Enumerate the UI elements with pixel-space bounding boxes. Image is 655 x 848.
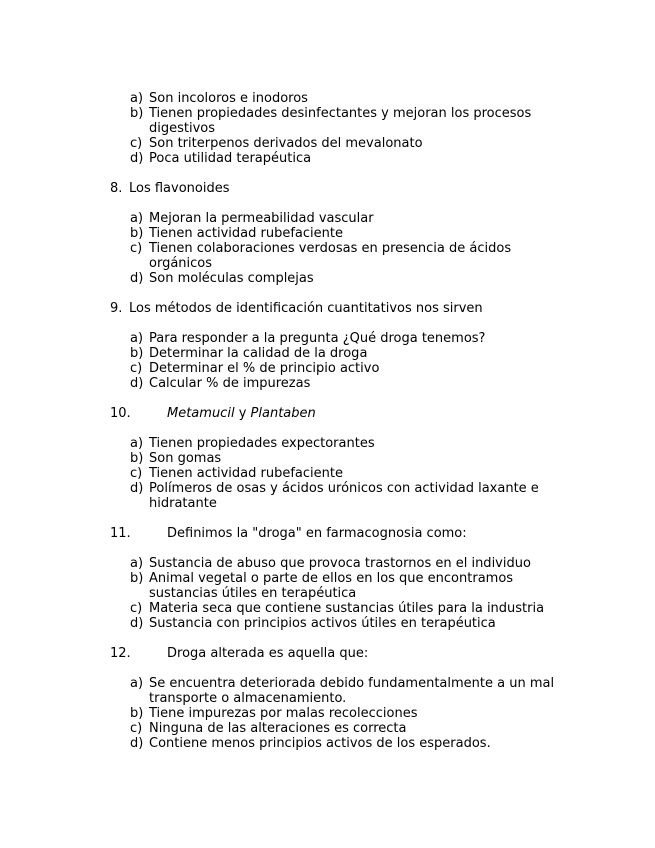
option-10d: d) Polímeros de osas y ácidos urónicos con actividad laxante e	[130, 481, 539, 496]
question-9-options	[0, 331, 655, 391]
option-10d-continuation: hidratante	[149, 496, 217, 511]
option-9c: c) Determinar el % de principio activo	[130, 361, 380, 376]
option-9b: b) Determinar la calidad de la droga	[130, 346, 368, 361]
option-11b-continuation: sustancias útiles en terapéutica	[149, 586, 357, 601]
option-7a: a) Son incoloros e inodoros	[130, 91, 308, 106]
option-9d: d) Calcular % de impurezas	[130, 376, 311, 391]
option-8d: d) Son moléculas complejas	[130, 271, 314, 286]
question-11-options	[0, 556, 655, 631]
question-8-options	[0, 211, 655, 286]
option-12c: c) Ninguna de las alteraciones es correcta	[130, 721, 407, 736]
product-name-plantaben: Plantaben	[250, 406, 316, 421]
option-8b: b) Tienen actividad rubefaciente	[130, 226, 343, 241]
question-10	[0, 406, 655, 421]
option-8c: c) Tienen colaboraciones verdosas en presencia de ácidos	[130, 241, 512, 256]
option-7c: c) Son triterpenos derivados del mevalonato	[130, 136, 423, 151]
product-name-metamucil: Metamucil	[167, 406, 235, 421]
question-10-options	[0, 436, 655, 511]
option-7d: d) Poca utilidad terapéutica	[130, 151, 312, 166]
question-12-options	[0, 676, 655, 751]
question-9	[0, 301, 655, 316]
option-10b: b) Son gomas	[130, 451, 222, 466]
option-11a: a) Sustancia de abuso que provoca trastornos en el individuo	[130, 556, 531, 571]
option-11b: b) Animal vegetal o parte de ellos en los que encontramos	[130, 571, 514, 586]
option-12a-continuation: transporte o almacenamiento.	[149, 691, 347, 706]
question-11-stem: 11. Definimos la "droga" en farmacognosia como:	[110, 526, 467, 541]
option-12a: a) Se encuentra deteriorada debido fundamentalmente a un mal	[130, 676, 555, 691]
option-8a: a) Mejoran la permeabilidad vascular	[130, 211, 374, 226]
option-8c-continuation: orgánicos	[149, 256, 213, 271]
question-9-stem: 9. Los métodos de identificación cuantitativos nos sirven	[110, 301, 483, 316]
option-12b: b) Tiene impurezas por malas recolecciones	[130, 706, 418, 721]
option-10a: a) Tienen propiedades expectorantes	[130, 436, 375, 451]
option-7b: b) Tienen propiedades desinfectantes y mejoran los procesos	[130, 106, 532, 121]
option-12d: d) Contiene menos principios activos de los esperados.	[130, 736, 491, 751]
option-11c: c) Materia seca que contiene sustancias útiles para la industria	[130, 601, 545, 616]
question-8	[0, 181, 655, 196]
option-10c: c) Tienen actividad rubefaciente	[130, 466, 343, 481]
question-12-stem: 12. Droga alterada es aquella que:	[110, 646, 369, 661]
question-10-stem: 10. Metamucil y Plantaben	[110, 406, 316, 421]
option-11d: d) Sustancia con principios activos útiles en terapéutica	[130, 616, 496, 631]
question-8-stem: 8. Los flavonoides	[110, 181, 230, 196]
question-12	[0, 646, 655, 661]
question-7-options	[0, 91, 655, 166]
question-11	[0, 526, 655, 541]
option-7b-continuation: digestivos	[149, 121, 216, 136]
option-9a: a) Para responder a la pregunta ¿Qué droga tenemos?	[130, 331, 486, 346]
